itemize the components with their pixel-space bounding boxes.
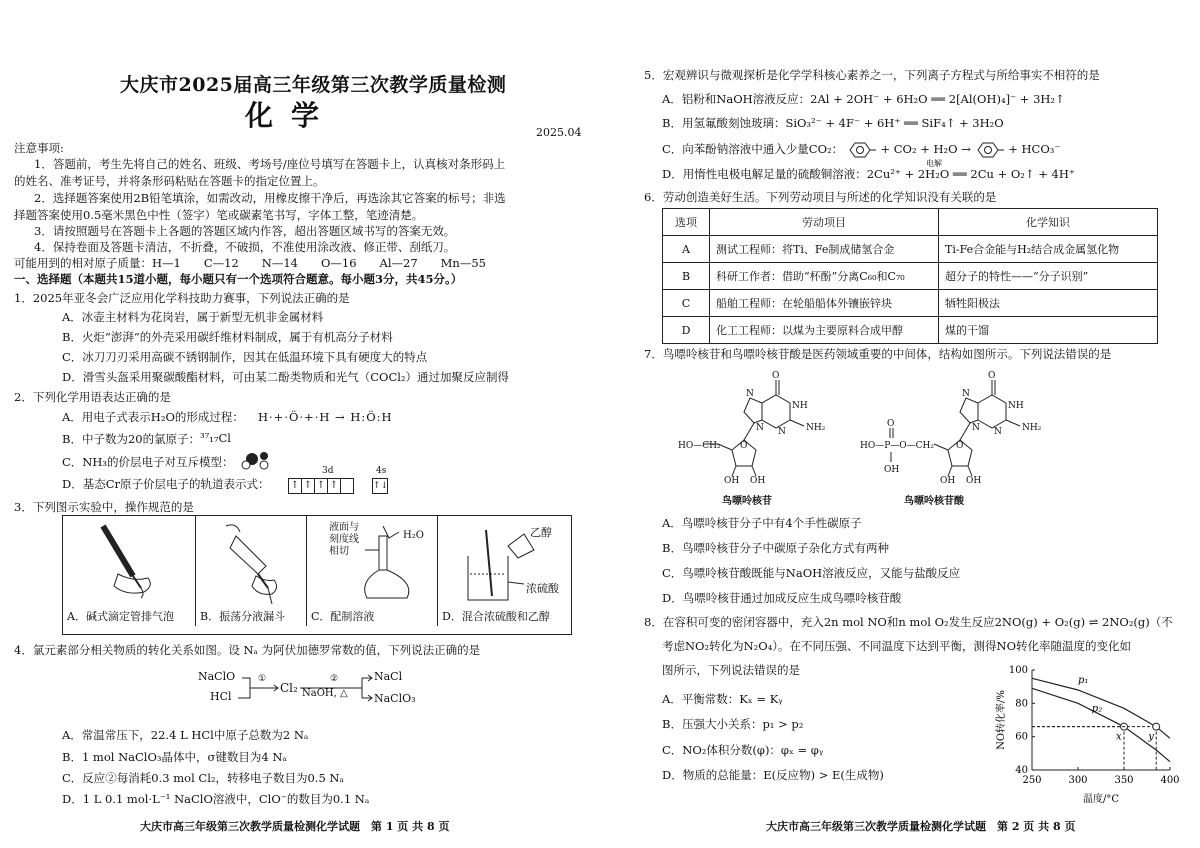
q6-table	[662, 208, 1158, 344]
electrolysis-condition: 电解	[926, 159, 942, 168]
q3-experiment-panel	[62, 515, 572, 635]
svg-text:HO—P—O—CH₂: HO—P—O—CH₂	[860, 441, 935, 451]
notice-line: 2．选择题答案使用2B铅笔填涂，如需改动，用橡皮擦干净后，再选涂其它答案的标号；非选	[34, 191, 506, 205]
exam-date: 2025.04	[536, 126, 582, 139]
svg-text:O: O	[887, 419, 895, 429]
q1-stem: 1．2025年亚冬会广泛应用化学科技助力赛事，下列说法正确的是	[14, 291, 350, 305]
orbital-4s-box: ↑↓	[372, 478, 388, 494]
q3-stem: 3．下列图示实验中，操作规范的是	[14, 500, 194, 514]
vsepr-model-icon	[240, 450, 276, 470]
q5-option-b: B．用氢氟酸刻蚀玻璃：SiO₃²⁻ + 4F⁻ + 6H⁺ ══ SiF₄↑ + 3H₂O	[662, 116, 1004, 130]
experiment-b	[196, 516, 307, 626]
x-tick-label: 400	[1160, 775, 1180, 786]
beaker-mixing-icon	[438, 516, 571, 608]
svg-text:HO—CH₂: HO—CH₂	[678, 441, 721, 451]
exam-title: 大庆市2025届高三年级第三次教学质量检测	[120, 74, 507, 96]
svg-text:NH: NH	[1008, 401, 1024, 411]
ethanol-label: 乙醇	[530, 526, 552, 539]
q1-option-b: B．火炬“澎湃”的外壳采用碳纤维材料制成，属于有机高分子材料	[62, 330, 393, 344]
svg-text:OH: OH	[966, 476, 982, 483]
y-tick-label: 60	[1015, 731, 1028, 743]
section-heading: 一、选择题（本题共15道小题，每小题只有一个选项符合题意。每小题3分，共45分。）	[14, 272, 463, 286]
q5-option-d: D．用惰性电极电解足量的硫酸铜溶液：2Cu²⁺ + 2H₂O ══ 2Cu + O₂↑ + 4H⁺	[662, 167, 1075, 181]
x-tick-label: 300	[1068, 775, 1088, 786]
table-row	[663, 290, 1158, 317]
experiment-c	[307, 516, 438, 626]
svg-text:O: O	[772, 371, 780, 381]
y-tick-label: 80	[1015, 698, 1028, 710]
table-cell: C	[663, 290, 710, 317]
table-cell: 船舶工程师：在轮船船体外镶嵌锌块	[710, 290, 939, 317]
svg-text:N: N	[756, 423, 764, 433]
svg-text:O: O	[988, 371, 996, 381]
q4-option-c: C．反应②每消耗0.3 mol Cl₂，转移电子数目为0.5 Nₐ	[62, 771, 344, 785]
y-tick-label: 40	[1015, 765, 1028, 776]
q6-stem: 6．劳动创造美好生活。下列劳动项目与所述的化学知识没有关联的是	[644, 190, 997, 204]
table-cell: 超分子的特性——“分子识别”	[939, 263, 1158, 290]
q2-option-b: B．中子数为20的氯原子：	[62, 432, 201, 446]
notice-heading: 注意事项:	[14, 141, 64, 155]
q8-option-d: D．物质的总能量：E(反应物) > E(生成物)	[662, 768, 884, 782]
q5-option-a: A．铝粉和NaOH溶液反应：2Al + 2OH⁻ + 6H₂O ══ 2[Al(OH)₄]⁻ + 3H₂↑	[662, 92, 1065, 106]
q8-stem: 图所示，下列说法错误的是	[662, 663, 800, 677]
svg-text:NH: NH	[792, 401, 808, 411]
chlorine-isotope: ³⁷₁₇Cl	[200, 431, 231, 445]
y-axis-title: NO转化率/%	[996, 690, 1007, 750]
table-header: 化学知识	[939, 209, 1158, 236]
svg-text:OH: OH	[940, 476, 956, 483]
orbital-box: ↑	[328, 478, 341, 494]
q5-option-c-end: + HCO₃⁻	[1008, 142, 1061, 156]
svg-text:O: O	[740, 441, 748, 451]
q2-stem: 2．下列化学用语表达正确的是	[14, 390, 171, 404]
svg-text:N: N	[962, 389, 970, 399]
svg-text:N: N	[778, 427, 786, 437]
volumetric-flask-icon	[307, 516, 437, 608]
data-point	[1153, 723, 1160, 730]
table-header: 劳动项目	[710, 209, 939, 236]
orbital-4s-label: 4s	[376, 466, 387, 476]
table-cell: 煤的干馏	[939, 317, 1158, 344]
table-header: 选项	[663, 209, 710, 236]
orbital-box: ↑	[288, 478, 302, 494]
x-tick-label: 250	[1022, 775, 1042, 786]
table-cell: 牺牲阳极法	[939, 290, 1158, 317]
page-footer: 大庆市高三年级第三次教学质量检测化学试题 第 2 页 共 8 页	[766, 820, 1076, 833]
notice-line: 4．保持卷面及答题卡清洁，不折叠，不破损，不准使用涂改液、修正带、刮纸刀。	[34, 240, 456, 254]
atomic-masses: 可能用到的相对原子质量：H—1 C—12 N—14 O—16 Al—27 Mn—55	[14, 256, 486, 270]
q8-option-a: A．平衡常数：Kₓ = Kᵧ	[662, 692, 783, 706]
table-row	[663, 263, 1158, 290]
scheme-naclo3: NaClO₃	[374, 692, 416, 705]
svg-text:N: N	[746, 389, 754, 399]
q5-stem: 5．宏观辨识与微观探析是化学学科核心素养之一，下列离子方程式与所给事实不相符的是	[644, 68, 1100, 82]
scheme-condition: NaOH, △	[302, 688, 348, 699]
guanosine-structure	[670, 368, 870, 483]
orbital-box: ↑	[302, 478, 315, 494]
sulfuric-acid-label: 浓硫酸	[526, 582, 559, 595]
gmp-name: 鸟嘌呤核苷酸	[904, 496, 964, 507]
svg-text:N: N	[972, 423, 980, 433]
notice-line: 1．答题前，考生先将自己的姓名、班级、考场号/座位号填写在答题卡上，认真核对条形码上	[34, 157, 506, 171]
scheme-arrows	[198, 668, 438, 718]
experiment-label: D．混合浓硫酸和乙醇	[442, 610, 550, 623]
q7-option-d: D．鸟嘌呤核苷通过加成反应生成鸟嘌呤核苷酸	[662, 591, 902, 605]
q2-option-a: A．用电子式表示H₂O的形成过程：	[62, 410, 244, 424]
orbital-box	[341, 478, 354, 494]
table-cell: B	[663, 263, 710, 290]
y-tick-label: 100	[1008, 665, 1028, 676]
guanosine-monophosphate-structure	[856, 368, 1076, 483]
burette-icon	[63, 516, 195, 608]
table-row	[663, 236, 1158, 263]
svg-text:OH: OH	[750, 476, 766, 483]
svg-text:NH₂: NH₂	[1022, 423, 1042, 433]
experiment-d	[438, 516, 571, 626]
q8-option-b: B．压强大小关系：p₁ > p₂	[662, 717, 804, 731]
experiment-a	[63, 516, 196, 626]
scheme-cl2: Cl₂	[280, 681, 298, 695]
exam-page-2	[600, 0, 1200, 848]
table-cell: 科研工作者：借助“杯酚”分离C₆₀和C₇₀	[710, 263, 939, 290]
meniscus-note-line: 刻度线	[329, 534, 359, 545]
q7-stem: 7．鸟嘌呤核苷和鸟嘌呤核苷酸是医药领域重要的中间体，结构如图所示。下列说法错误的是	[644, 347, 1112, 361]
svg-text:O: O	[956, 441, 964, 451]
q1-option-d: D．滑雪头盔采用聚碳酸酯材料，可由某二酚类物质和光气（COCl₂）通过加聚反应制得	[62, 370, 510, 384]
q7-option-c: C．鸟嘌呤核苷酸既能与NaOH溶液反应，又能与盐酸反应	[662, 566, 961, 580]
x-tick-label: 350	[1114, 775, 1134, 786]
q2-option-d: D．基态Cr原子价层电子的轨道表示式：	[62, 477, 270, 491]
separatory-funnel-icon	[196, 516, 306, 608]
q4-stem: 4．氯元素部分相关物质的转化关系如图。设 Nₐ 为阿伏加德罗常数的值，下列说法正确的是	[14, 643, 481, 657]
table-cell: Ti-Fe合金能与H₂结合成金属氢化物	[939, 236, 1158, 263]
q4-option-b: B．1 mol NaClO₃晶体中，σ键数目为4 Nₐ	[62, 750, 287, 764]
point-label: x	[1116, 731, 1122, 743]
q5-option-c-text: C．向苯酚钠溶液中通入少量CO₂：	[662, 142, 844, 156]
q7-option-b: B．鸟嘌呤核苷分子中碳原子杂化方式有两种	[662, 541, 889, 555]
experiment-label: C．配制溶液	[311, 610, 375, 623]
q7-option-a: A．鸟嘌呤核苷分子中有4个手性碳原子	[662, 516, 862, 530]
scheme-step-1: ①	[258, 674, 267, 684]
q1-option-c: C．冰刀刀刃采用高碳不锈钢制作，因其在低温环境下具有硬度大的特点	[62, 350, 428, 364]
scheme-step-2: ②	[330, 674, 339, 684]
q4-option-a: A．常温常压下，22.4 L HCl中原子总数为2 Nₐ	[62, 728, 309, 742]
q2-option-c: C．NH₃的价层电子对互斥模型：	[62, 455, 234, 469]
meniscus-note-line: 相切	[329, 546, 349, 557]
series-label: p₂	[1091, 703, 1103, 715]
h2o-formation-formula: H·+·Ö·+·H → H:Ö:H	[258, 410, 393, 424]
q8-option-c: C．NO₂体积分数(φ)：φₓ = φᵧ	[662, 743, 824, 757]
q8-stem: 8．在容积可变的密闭容器中，充入2n mol NO和n mol O₂发生反应2NO(g) + O₂(g) ⇌ 2NO₂(g)（不	[644, 615, 1173, 629]
chlorine-scheme	[198, 668, 438, 718]
no-conversion-chart	[990, 662, 1180, 810]
page-footer: 大庆市高三年级第三次教学质量检测化学试题 第 1 页 共 8 页	[140, 820, 450, 833]
guanosine-name: 鸟嘌呤核苷	[722, 496, 772, 507]
scheme-naclo: NaClO	[198, 670, 236, 683]
table-cell: 测试工程师：将Ti、Fe制成储氢合金	[710, 236, 939, 263]
orbital-3d-label: 3d	[322, 466, 334, 476]
notice-line: 择题答案使用0.5毫米黑色中性（签字）笔或碳素笔书写，字体工整，笔迹清楚。	[14, 208, 424, 222]
orbital-box: ↑	[315, 478, 328, 494]
notice-line: 的姓名、准考证号，并将条形码粘贴在答题卡的指定位置上。	[14, 174, 325, 188]
q5-option-c-middle: + CO₂ + H₂O →	[880, 142, 971, 156]
series-label: p₁	[1078, 675, 1089, 686]
table-cell: A	[663, 236, 710, 263]
phenol-ring-icon	[975, 141, 1005, 159]
scheme-hcl: HCl	[210, 690, 232, 703]
x-axis-title: 温度/°C	[1082, 794, 1120, 805]
table-cell: 化工工程师：以煤为主要原料合成甲醇	[710, 317, 939, 344]
water-label: H₂O	[403, 530, 424, 541]
svg-text:N: N	[994, 427, 1002, 437]
svg-text:OH: OH	[724, 476, 740, 483]
phenoxide-ring-icon	[847, 141, 877, 159]
point-label: y	[1148, 731, 1154, 743]
table-cell: D	[663, 317, 710, 344]
q4-option-d: D．1 L 0.1 mol·L⁻¹ NaClO溶液中，ClO⁻的数目为0.1 Nₐ	[62, 792, 370, 806]
scheme-nacl: NaCl	[374, 670, 403, 683]
svg-text:OH: OH	[884, 465, 900, 475]
table-header-row	[663, 209, 1158, 236]
table-row	[663, 317, 1158, 344]
svg-text:NH₂: NH₂	[806, 423, 826, 433]
experiment-label: A．碱式滴定管排气泡	[67, 610, 174, 623]
q5-option-c	[662, 141, 1060, 159]
orbital-3d-boxes	[288, 478, 354, 494]
notice-line: 3．请按照题号在答题卡上各题的答题区域内作答，超出答题区域书写的答案无效。	[34, 224, 456, 238]
q8-stem: 考虑NO₂转化为N₂O₄）。在不同压强、不同温度下达到平衡，测得NO转化率随温度的变化如	[662, 639, 1132, 653]
exam-subject: 化学	[245, 99, 338, 132]
experiment-label: B．振荡分液漏斗	[200, 610, 286, 623]
meniscus-note-line: 液面与	[329, 522, 359, 533]
q1-option-a: A．冰壶主材料为花岗岩，属于新型无机非金属材料	[62, 310, 324, 324]
